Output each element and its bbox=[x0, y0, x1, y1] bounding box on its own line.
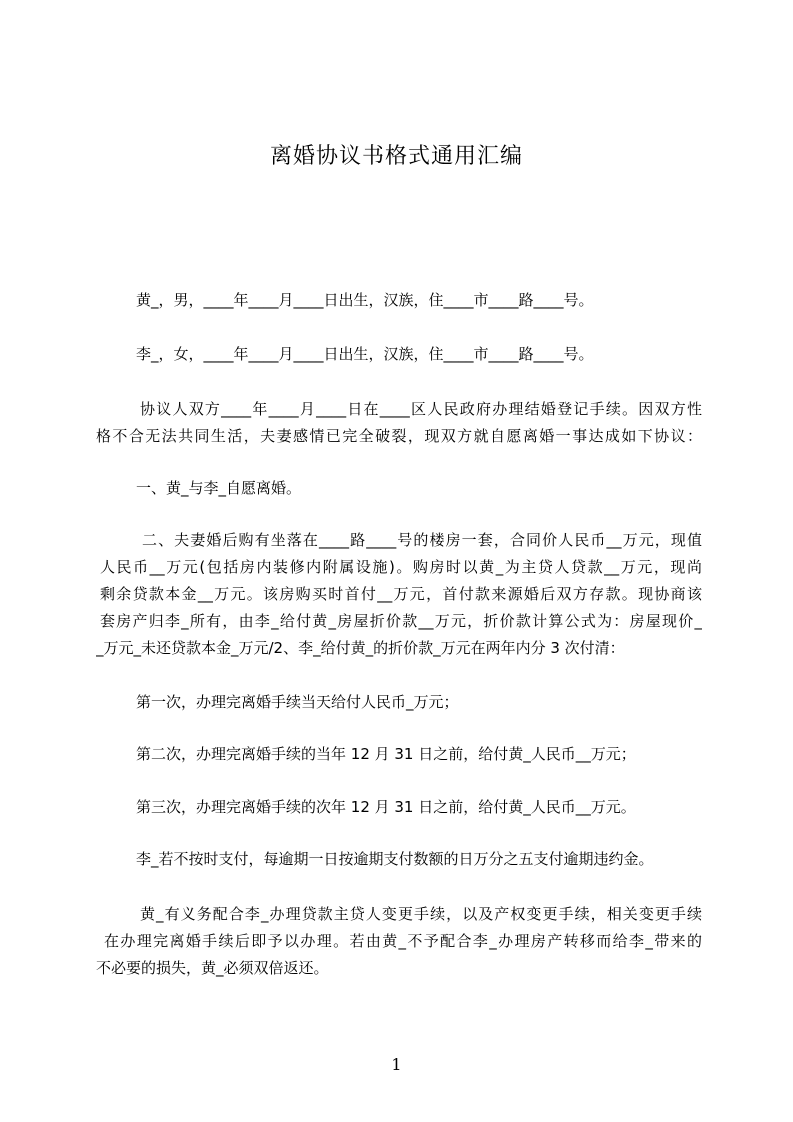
document-title: 离婚协议书格式通用汇编 bbox=[269, 144, 523, 169]
paragraph-first-payment bbox=[96, 689, 742, 716]
paragraph-line: 黄_有义务配合李_办理贷款主贷人变更手续，以及产权变更手续，相关变更手续 bbox=[140, 905, 702, 923]
paragraph-line: 黄_，男，____年____月____日出生，汉族，住____市____路____号。 bbox=[136, 291, 594, 309]
paragraph-loan-transfer bbox=[96, 901, 702, 982]
paragraph-line: 在办理完离婚手续后即予以办理。若由黄_不予配合李_办理房产转移而给李_带来的 bbox=[104, 932, 702, 950]
page-number: 1 bbox=[391, 1055, 402, 1074]
paragraph-line: 不必要的损失，黄_必须双倍返还。 bbox=[96, 959, 329, 977]
paragraph-line: 李_若不按时支付，每逾期一日按逾期支付数额的日万分之五支付逾期违约金。 bbox=[136, 850, 654, 868]
paragraph-third-payment bbox=[96, 794, 742, 821]
paragraph-huang-info bbox=[96, 287, 742, 314]
paragraph-line: 一、黄_与李_自愿离婚。 bbox=[136, 479, 302, 497]
paragraph-line: 人民币__万元(包括房内装修内附属设施)。购房时以黄_为主贷人贷款__万元，现尚 bbox=[100, 558, 702, 576]
paragraph-marriage-registration bbox=[96, 396, 702, 450]
paragraph-clause-one bbox=[96, 475, 742, 502]
paragraph-line: 李_，女，____年____月____日出生，汉族，住____市____路____号。 bbox=[136, 345, 594, 363]
paragraph-line: _万元_未还贷款本金_万元/2、李_给付黄_的折价款_万元在两年内分 3 次付清： bbox=[96, 639, 625, 657]
paragraph-line: 套房产归李_所有，由李_给付黄_房屋折价款__万元，折价款计算公式为：房屋现价_ bbox=[100, 612, 702, 630]
paragraph-second-payment bbox=[96, 741, 742, 768]
paragraph-line: 第三次，办理完离婚手续的次年 12 月 31 日之前，给付黄_人民币__万元。 bbox=[136, 798, 636, 816]
paragraph-line: 第二次，办理完离婚手续的当年 12 月 31 日之前，给付黄_人民币__万元； bbox=[136, 745, 636, 763]
paragraph-li-info bbox=[96, 341, 742, 368]
paragraph-line: 格不合无法共同生活，夫妻感情已完全破裂，现双方就自愿离婚一事达成如下协议： bbox=[96, 427, 702, 445]
paragraph-line: 第一次，办理完离婚手续当天给付人民币_万元； bbox=[136, 693, 459, 711]
paragraph-late-penalty bbox=[96, 846, 742, 873]
paragraph-line: 剩余贷款本金__万元。该房购买时首付__万元，首付款来源婚后双方存款。现协商该 bbox=[100, 585, 702, 603]
paragraph-line: 二、夫妻婚后购有坐落在____路____号的楼房一套，合同价人民币__万元，现值 bbox=[142, 531, 702, 549]
paragraph-line: 协议人双方____年____月____日在____区人民政府办理结婚登记手续。因双方性 bbox=[140, 400, 702, 418]
paragraph-clause-two bbox=[96, 527, 702, 662]
